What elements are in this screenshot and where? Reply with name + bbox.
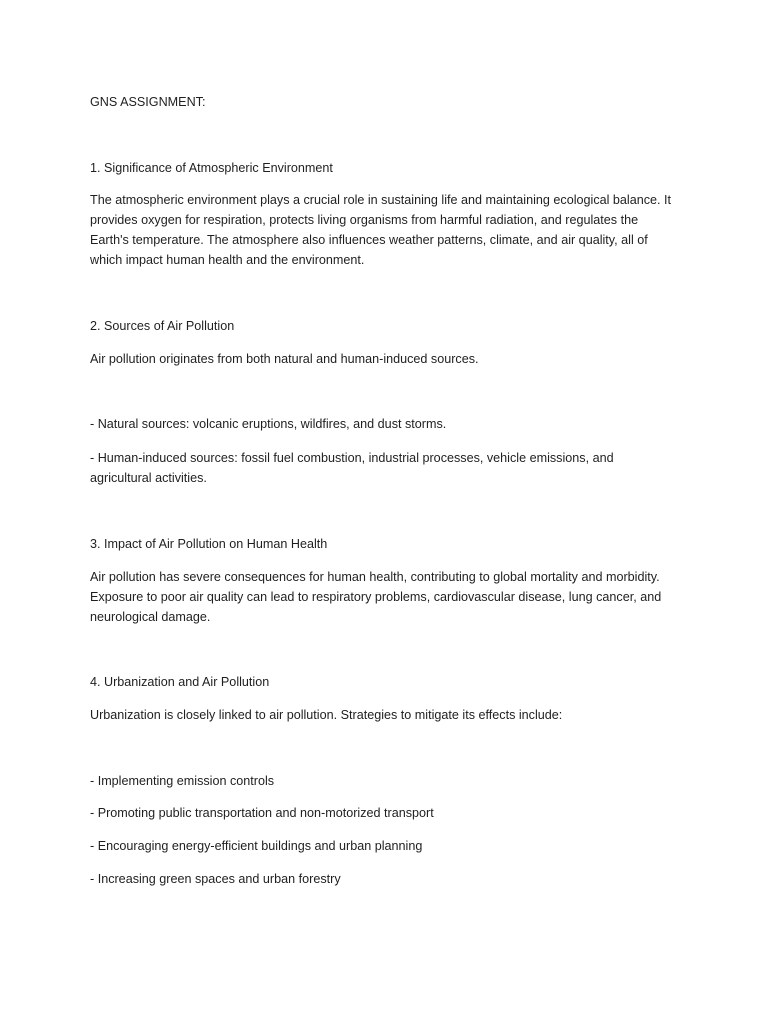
bullet-item: - Promoting public transportation and non-motorized transport xyxy=(90,806,434,820)
paragraph-line: provides oxygen for respiration, protects living organisms from harmful radiation, and regulates the xyxy=(90,213,639,227)
bullet-item: - Natural sources: volcanic eruptions, wildfires, and dust storms. xyxy=(90,417,447,431)
section-1-paragraph xyxy=(90,190,690,270)
bullet-item: - Implementing emission controls xyxy=(90,774,275,788)
paragraph-line: Air pollution has severe consequences for human health, contributing to global mortality and morbidity. xyxy=(90,570,660,584)
bullet-line: agricultural activities. xyxy=(90,471,207,485)
section-3-heading: 3. Impact of Air Pollution on Human Health xyxy=(90,537,328,551)
paragraph-line: which impact human health and the environment. xyxy=(90,253,365,267)
section-4-intro: Urbanization is closely linked to air pollution. Strategies to mitigate its effects include: xyxy=(90,708,563,722)
document-title: GNS ASSIGNMENT: xyxy=(90,95,206,109)
bullet-item: - Increasing green spaces and urban forestry xyxy=(90,872,341,886)
section-3-paragraph xyxy=(90,567,690,627)
paragraph-line: neurological damage. xyxy=(90,610,211,624)
bullet-item xyxy=(90,448,690,488)
section-2-intro: Air pollution originates from both natural and human-induced sources. xyxy=(90,352,479,366)
paragraph-line: Earth's temperature. The atmosphere also influences weather patterns, climate, and air quality, all of xyxy=(90,233,648,247)
bullet-line: - Human-induced sources: fossil fuel combustion, industrial processes, vehicle emissions, and xyxy=(90,451,614,465)
paragraph-line: Exposure to poor air quality can lead to respiratory problems, cardiovascular disease, lung cancer, and xyxy=(90,590,662,604)
paragraph-line: The atmospheric environment plays a crucial role in sustaining life and maintaining ecological balance. It xyxy=(90,193,672,207)
bullet-item: - Encouraging energy-efficient buildings and urban planning xyxy=(90,839,423,853)
section-4-heading: 4. Urbanization and Air Pollution xyxy=(90,675,270,689)
section-1-heading: 1. Significance of Atmospheric Environment xyxy=(90,161,333,175)
section-2-heading: 2. Sources of Air Pollution xyxy=(90,319,235,333)
